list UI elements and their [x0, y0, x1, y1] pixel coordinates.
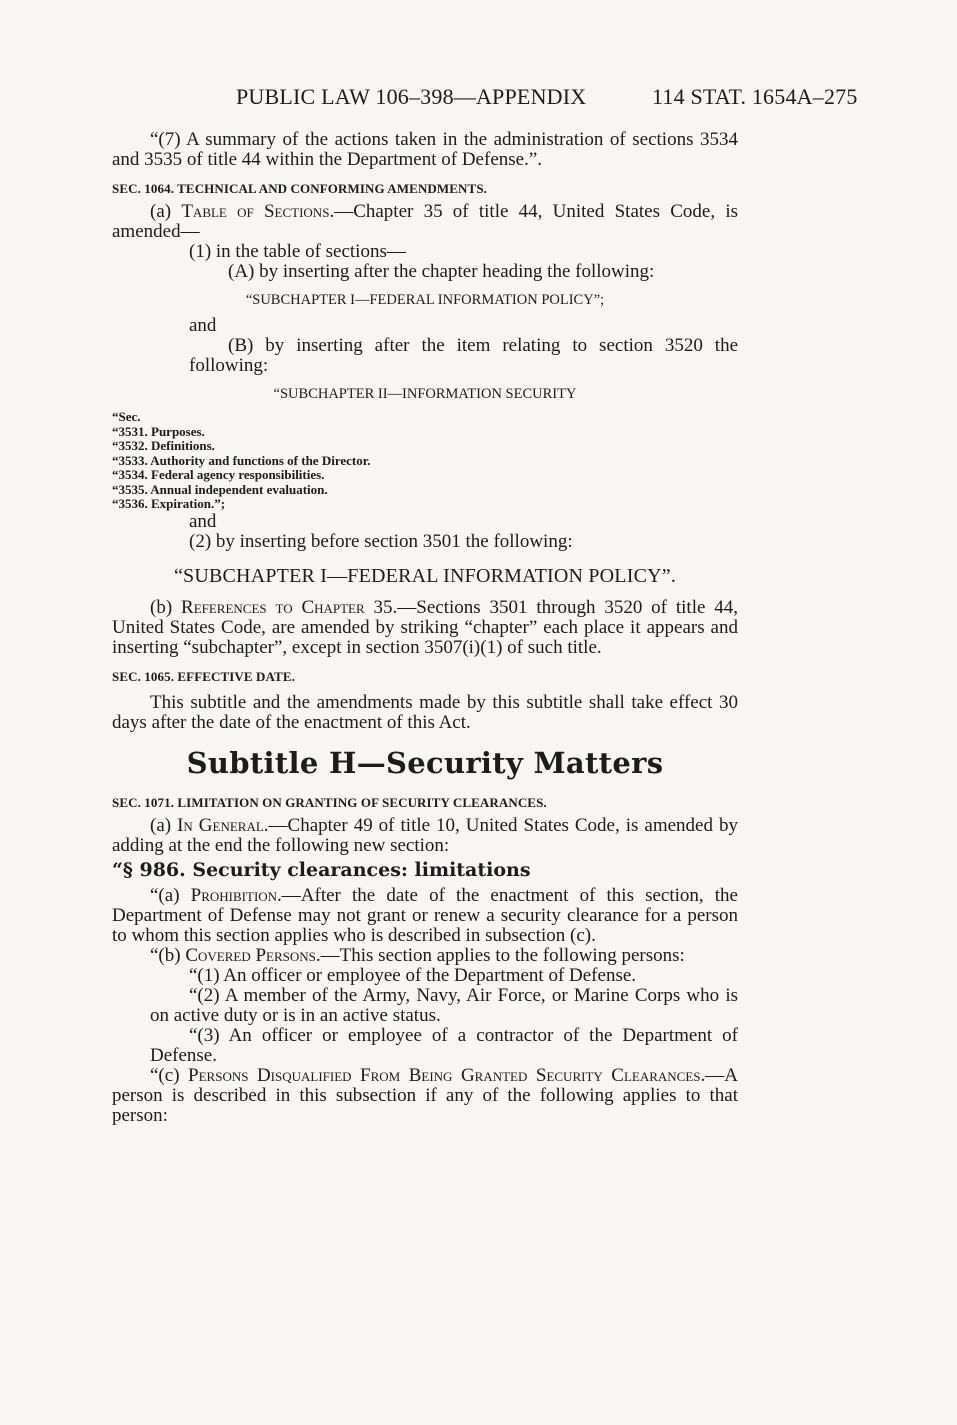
paragraph-7: “(7) A summary of the actions taken in the administration of sections 3534 and 3535 of title 44 within the Department of Defense.”. [112, 129, 738, 170]
subtitle-heading: Subtitle H—Security Matters [186, 745, 664, 780]
covered-person-1: “(1) An officer or employee of the Department of Defense. [189, 964, 637, 986]
toc-label: “Sec. [112, 409, 141, 424]
and-connector-1: and [189, 315, 217, 336]
toc-item: “3535. Annual independent evaluation. [112, 481, 328, 497]
toc-item: “3533. Authority and functions of the Director. [112, 452, 371, 468]
subsection-a-table-of-sections: (a) Table of Sections.—Chapter 35 of title 44, United States Code, is amended— [112, 201, 738, 242]
table-of-sections [112, 410, 738, 512]
inserted-subchapter-I-heading-large: “SUBCHAPTER I—FEDERAL INFORMATION POLICY”. [173, 564, 677, 587]
covered-person-2: “(2) A member of the Army, Navy, Air Force, or Marine Corps who is on active duty or is in an active status. [150, 984, 738, 1026]
effective-date-text: This subtitle and the amendments made by this subtitle shall take effect 30 days after the date of the enactment of this Act. [112, 691, 738, 733]
inserted-subchapter-II-heading: “SUBCHAPTER II—INFORMATION SECURITY [273, 386, 577, 402]
and-connector-2: and [189, 510, 217, 532]
toc-item: “3532. Definitions. [112, 438, 215, 453]
toc-item: “3534. Federal agency responsibilities. [112, 467, 325, 482]
subsection-c-disqualified: “(c) Persons Disqualified From Being Granted Security Clearances.—A person is described in this subsection if any of the following applies to that person: [112, 1064, 738, 1126]
item-2-insert: (2) by inserting before section 3501 the following: [189, 530, 573, 552]
section-1071-heading: SEC. 1071. LIMITATION ON GRANTING OF SECURITY CLEARANCES. [112, 794, 547, 810]
page-body [112, 130, 738, 1126]
running-header-left: PUBLIC LAW 106–398—APPENDIX [236, 84, 587, 109]
subsection-b-references: (b) References to Chapter 35.—Sections 3501 through 3520 of title 44, United States Code, are amended by striking “chapter” each place it appears and inserting “subchapter”, except in section 3507(i)(1) of such title. [112, 596, 739, 658]
inserted-subchapter-I-heading: “SUBCHAPTER I—FEDERAL INFORMATION POLICY”; [245, 292, 605, 308]
subsection-b-covered-persons: “(b) Covered Persons.—This section applies to the following persons: [150, 944, 685, 966]
item-A-insert: (A) by inserting after the chapter heading the following: [228, 261, 655, 282]
section-986-heading: “§ 986. Security clearances: limitations [112, 858, 531, 881]
subsection-a-prohibition: “(a) Prohibition.—After the date of the enactment of this section, the Department of Defense may not grant or renew a security clearance for a person to whom this section applies who is described in subsection (c). [112, 884, 738, 946]
section-1065-heading: SEC. 1065. EFFECTIVE DATE. [112, 668, 295, 684]
section-1064-heading: SEC. 1064. TECHNICAL AND CONFORMING AMENDMENTS. [112, 181, 487, 196]
subsection-a-in-general: (a) In General.—Chapter 49 of title 10, United States Code, is amended by adding at the end the following new section: [112, 814, 738, 856]
running-header-right: 114 STAT. 1654A–275 [652, 84, 858, 109]
covered-person-3: “(3) An officer or employee of a contractor of the Department of Defense. [150, 1024, 738, 1066]
toc-item: “3536. Expiration.”; [112, 496, 226, 511]
item-1-table-of-sections: (1) in the table of sections— [189, 241, 406, 262]
toc-item: “3531. Purposes. [112, 423, 205, 439]
item-B-insert: (B) by inserting after the item relating to section 3520 the following: [189, 335, 738, 376]
